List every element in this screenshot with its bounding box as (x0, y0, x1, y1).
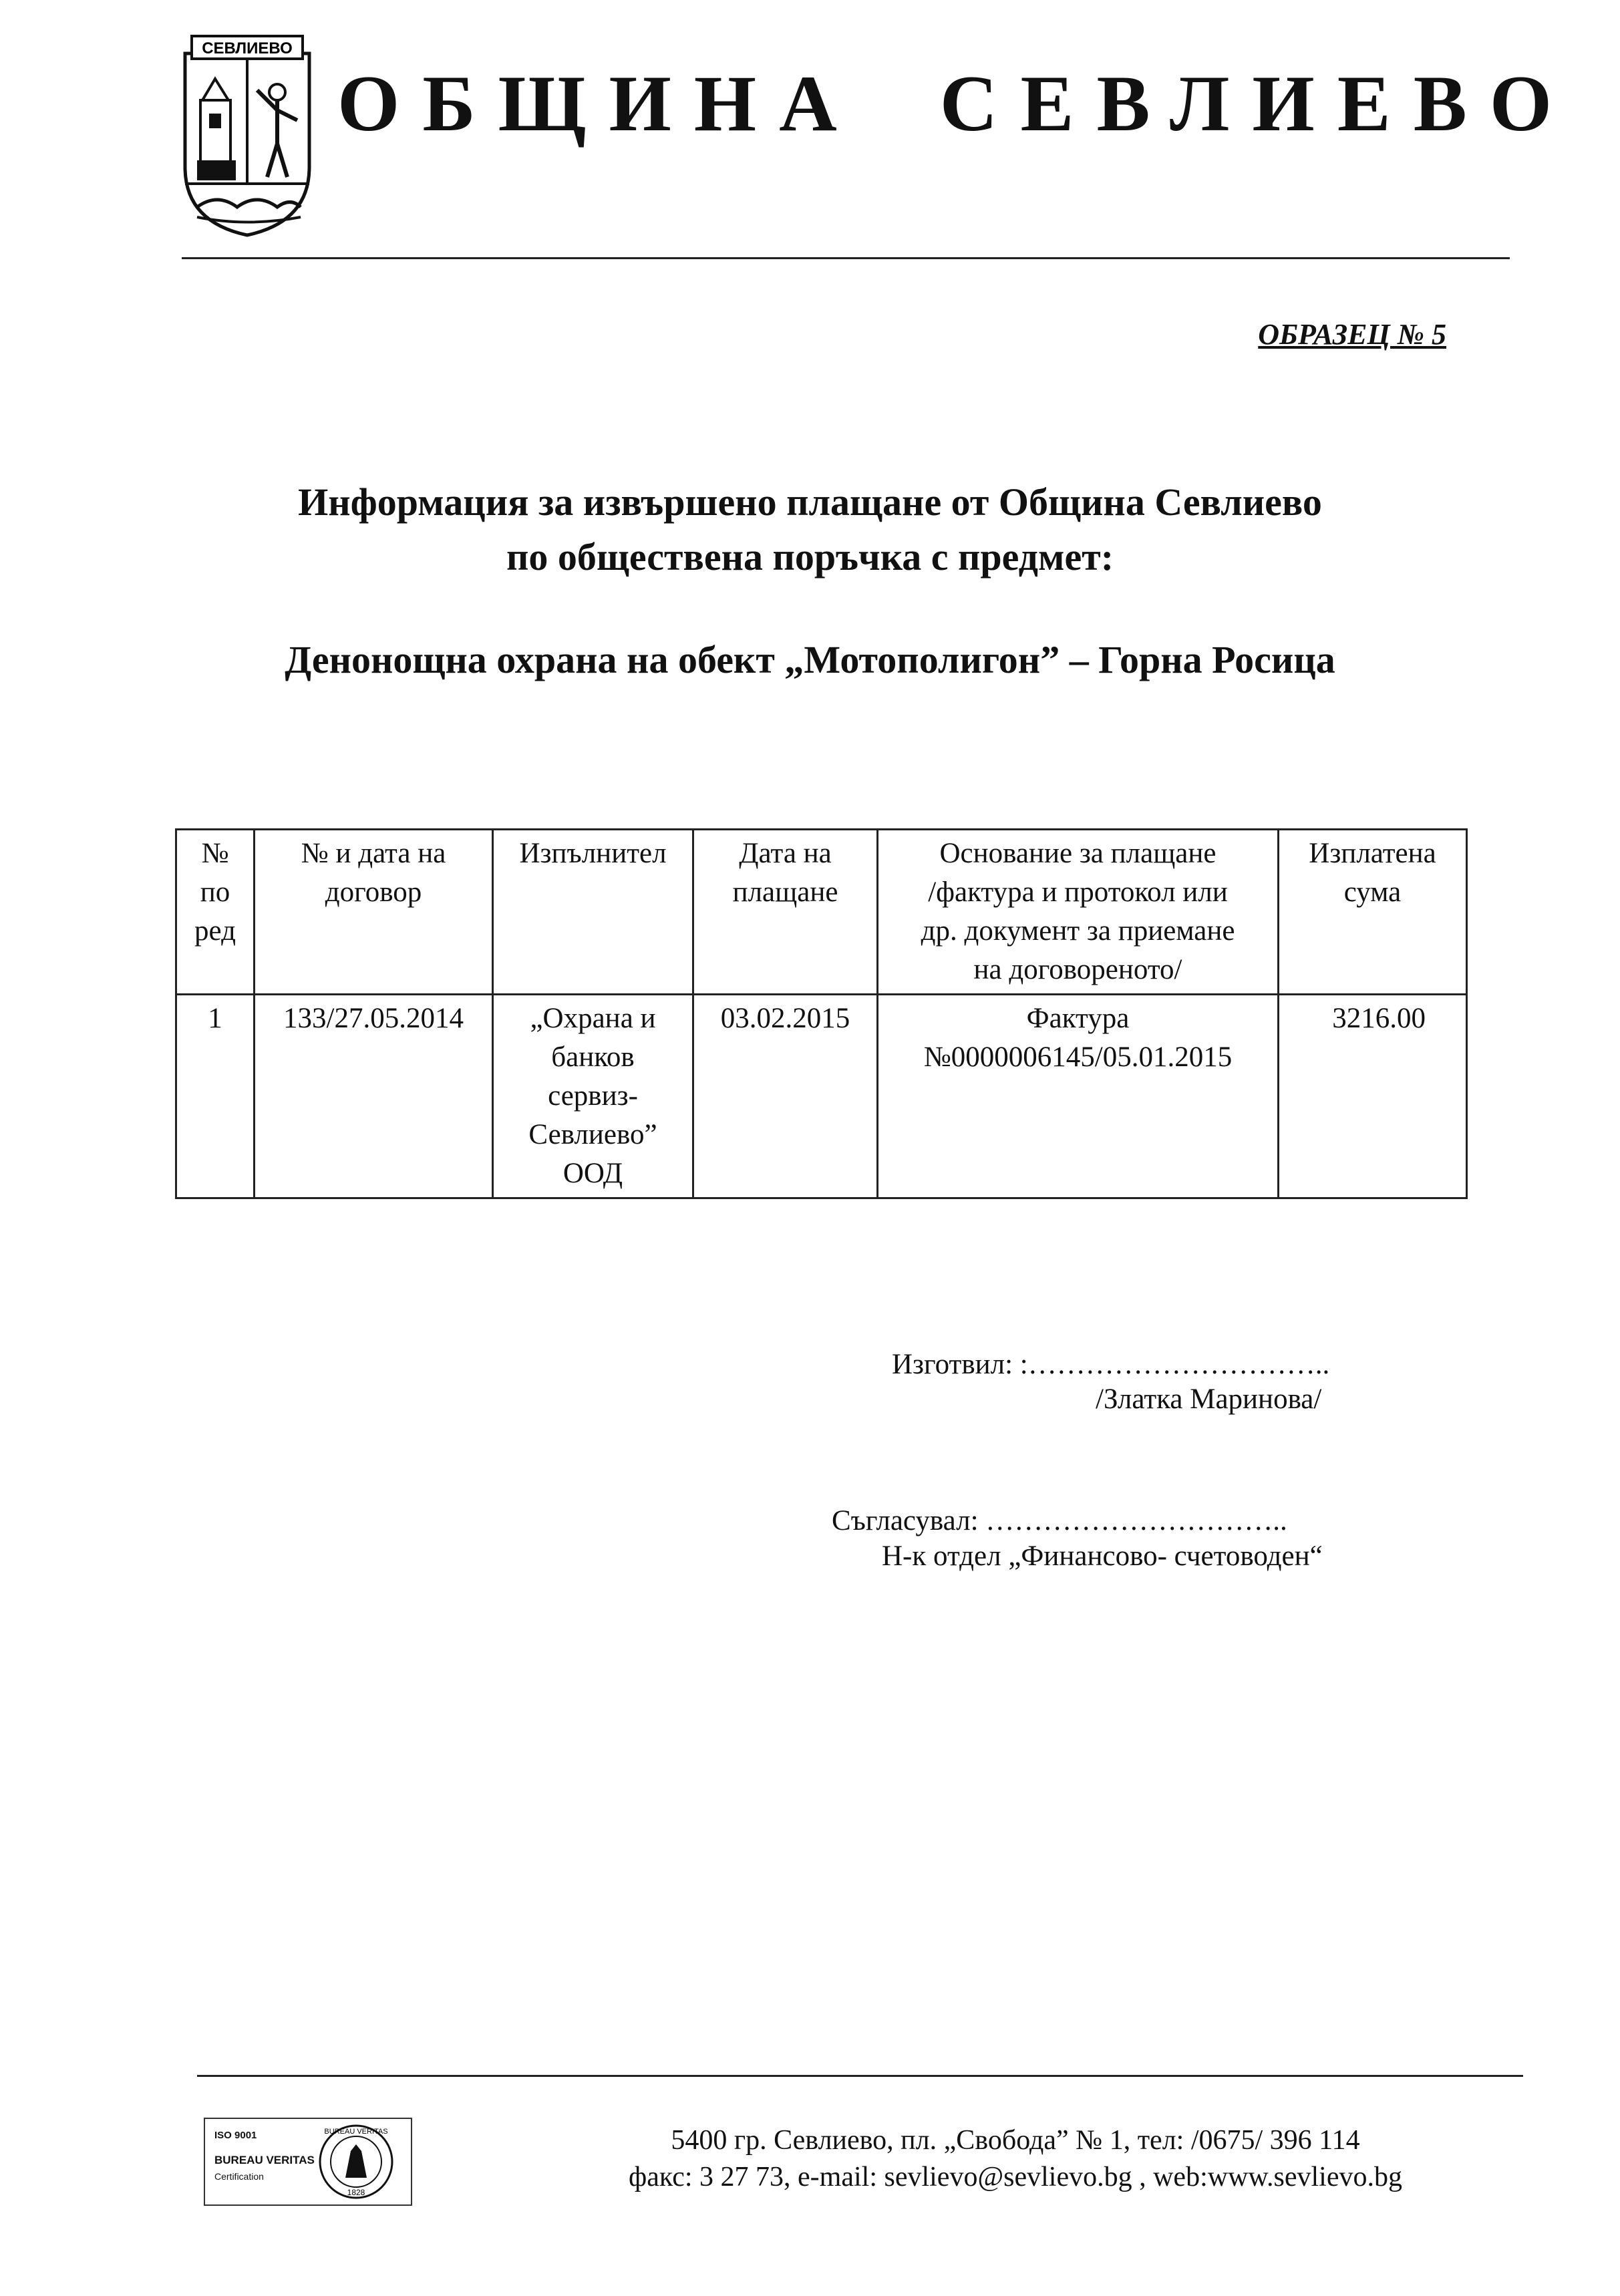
contractor-line: „Охрана и (530, 1003, 656, 1035)
org-word-2: СЕВЛИЕВО (939, 59, 1575, 148)
iso-brand: BUREAU VERITAS (214, 2154, 315, 2166)
header-text: сума (1343, 876, 1402, 909)
header-text: на договореното/ (973, 954, 1182, 986)
cell-contractor (493, 995, 693, 1198)
cell-contract: 133/27.05.2014 (255, 995, 493, 1198)
form-number-label: ОБРАЗЕЦ № 5 (1258, 318, 1446, 351)
table-header-row (176, 830, 1467, 995)
iso-cert-label: Certification (214, 2171, 264, 2182)
header-text: др. документ за приемане (921, 915, 1235, 947)
contractor-line: банков (551, 1041, 635, 1074)
procurement-subject: Денонощна охрана на обект „Мотополигон” – Горна Росица (285, 638, 1335, 681)
header-cell-amount (1279, 830, 1467, 995)
contractor-line: Севлиево” (528, 1119, 657, 1151)
basis-line: Фактура (1026, 1003, 1130, 1035)
seal-text: BUREAU VERITAS (324, 2128, 388, 2136)
cell-no: 1 (176, 995, 255, 1198)
header-divider (182, 257, 1510, 259)
footer-address: 5400 гр. Севлиево, пл. „Свобода” № 1, тел: /0675/ 396 114 (671, 2125, 1360, 2156)
header-text: ред (194, 915, 236, 947)
header-text: Основание за плащане (939, 838, 1217, 869)
header-text: № и дата на (301, 838, 446, 869)
org-word-1: ОБЩИНА (337, 59, 860, 148)
seal-year: 1828 (347, 2188, 365, 2197)
payment-table (175, 828, 1468, 1199)
header-text: договор (325, 876, 422, 909)
contractor-line: ООД (562, 1158, 623, 1190)
footer-contacts: факс: 3 27 73, e-mail: sevlievo@sevlievo.bg , web:www.sevlievo.bg (629, 2162, 1402, 2192)
bureau-veritas-seal-icon (304, 2122, 408, 2202)
cell-amount: 3216.00 (1279, 995, 1467, 1198)
header-cell-contract (255, 830, 493, 995)
header-cell-contractor (493, 830, 693, 995)
prepared-by-name: /Златка Маринова/ (1096, 1383, 1322, 1415)
title-line-1: Информация за извършено плащане от Община Севлиево (298, 480, 1322, 524)
municipality-crest-logo (177, 27, 317, 240)
approved-by-role: Н-к отдел „Финансово- счетоводен“ (882, 1540, 1323, 1572)
header-text: № (201, 838, 229, 869)
header-text: Изплатена (1309, 838, 1436, 869)
table-row (176, 995, 1467, 1198)
prepared-by-line: Изготвил: :………………………….. (892, 1349, 1330, 1380)
title-line-2: по обществена поръчка с предмет: (506, 535, 1114, 579)
cell-basis (878, 995, 1279, 1198)
header-text: плащане (732, 876, 838, 909)
header-cell-no (176, 830, 255, 995)
approved-by-line: Съгласувал: ………………………….. (832, 1505, 1287, 1536)
header-text: по (200, 876, 230, 909)
contractor-line: сервиз- (548, 1080, 638, 1112)
crest-label: СЕВЛИЕВО (202, 39, 293, 57)
header-text: Дата на (739, 838, 832, 869)
municipality-name-heading (337, 59, 1575, 148)
cell-payment-date: 03.02.2015 (693, 995, 878, 1198)
iso-certification-logo (204, 2118, 412, 2206)
basis-line: №0000006145/05.01.2015 (923, 1041, 1233, 1074)
header-cell-payment-date (693, 830, 878, 995)
header-text: Изпълнител (519, 838, 667, 869)
header-cell-basis (878, 830, 1279, 995)
footer-divider (197, 2075, 1523, 2077)
iso-code: ISO 9001 (214, 2130, 257, 2141)
header-text: /фактура и протокол или (928, 876, 1228, 909)
